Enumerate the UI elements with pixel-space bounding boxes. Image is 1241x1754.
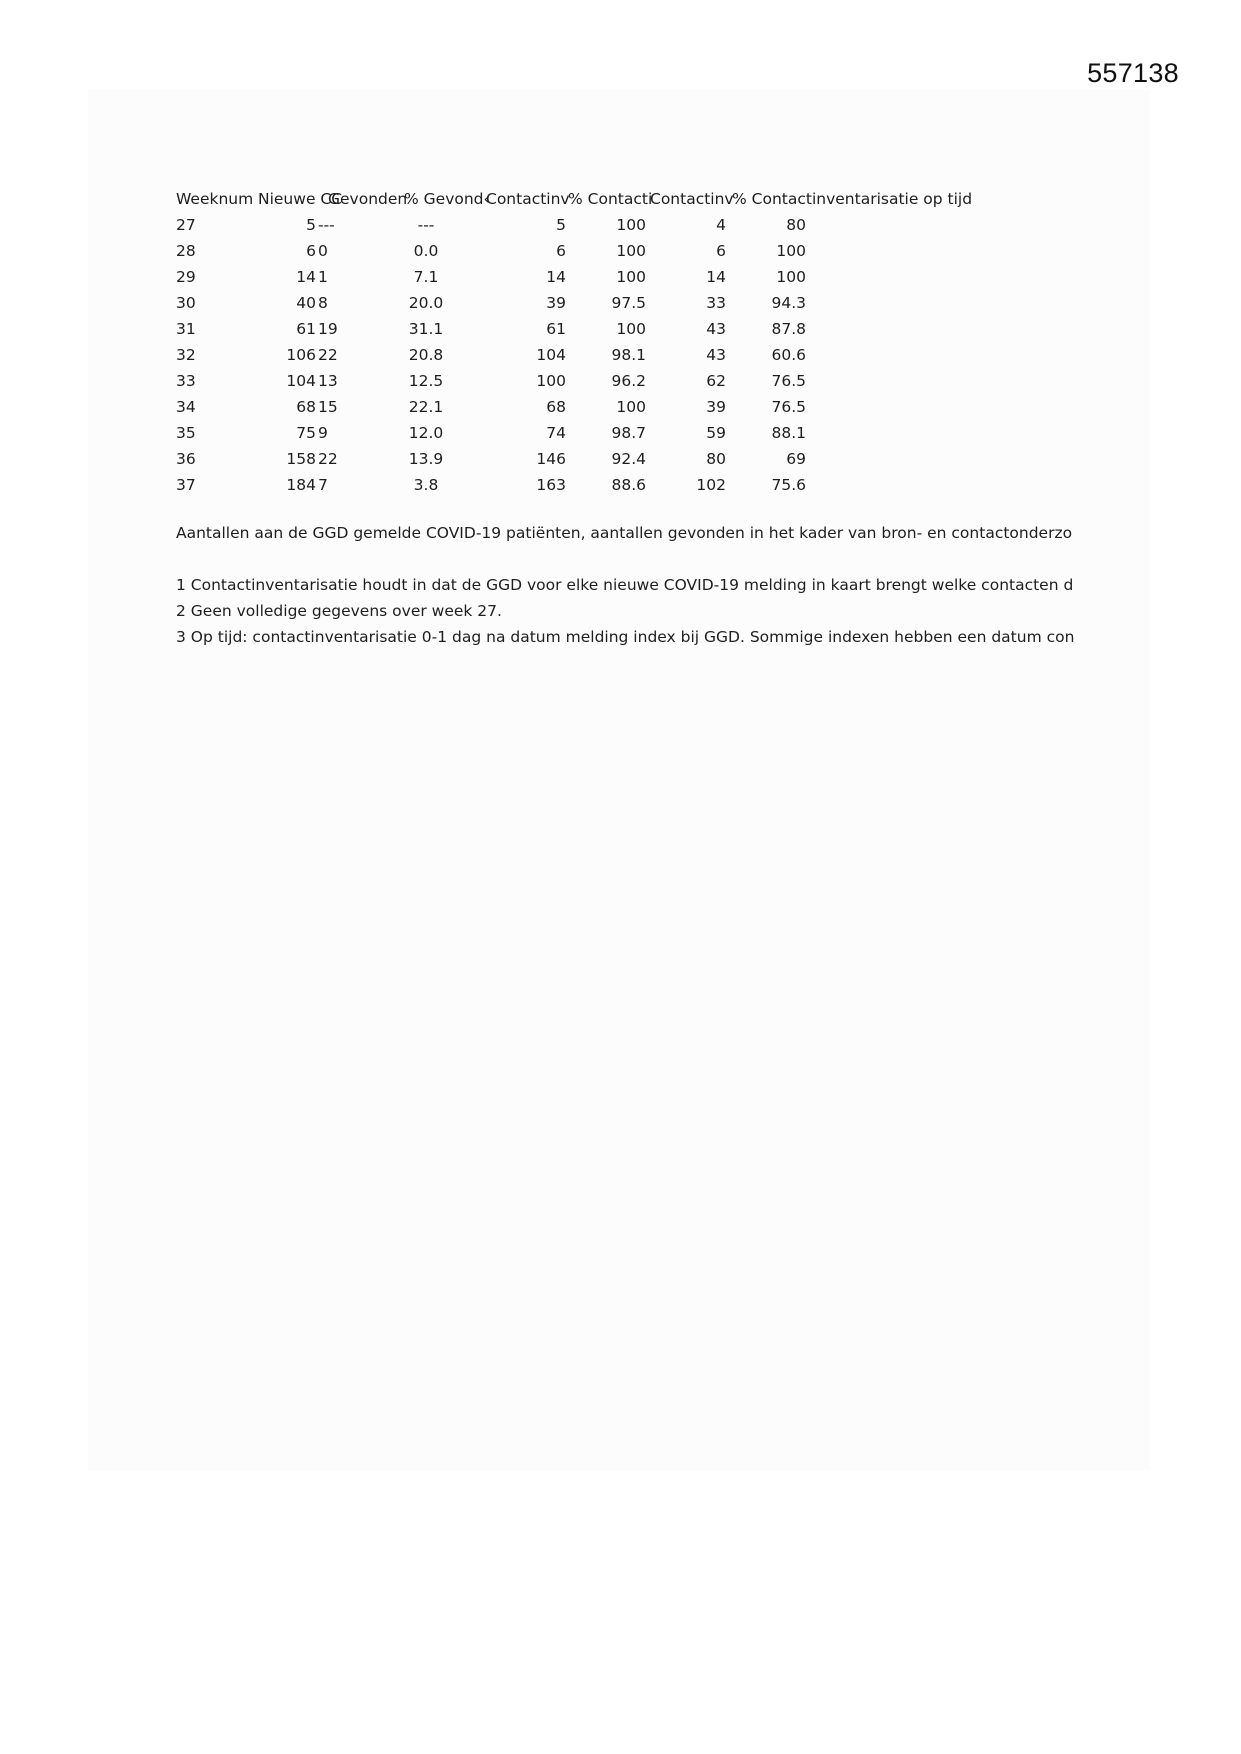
cell-contactinv-op-tijd: 33 (706, 294, 726, 312)
cell-gevonden: 22 (318, 450, 338, 468)
cell-contactinv-op-tijd: 43 (706, 346, 726, 364)
cell-nieuwe-cc: 61 (296, 320, 316, 338)
cell-gevonden: 15 (318, 398, 338, 416)
cell-contactinv: 68 (546, 398, 566, 416)
cell-nieuwe-cc: 68 (296, 398, 316, 416)
cell-weeknum: 36 (176, 450, 196, 468)
cell-contactinv: 146 (536, 450, 566, 468)
cell-pct-contactinv: 100 (616, 268, 646, 286)
cell-pct-contactinv: 100 (616, 398, 646, 416)
cell-pct-contactinv: 97.5 (611, 294, 646, 312)
cell-nieuwe-cc: 104 (286, 372, 316, 390)
header-gevonden: Gevonden (328, 190, 408, 208)
cell-gevonden: 9 (318, 424, 328, 442)
cell-contactinv: 5 (556, 216, 566, 234)
cell-weeknum: 34 (176, 398, 196, 416)
cell-weeknum: 28 (176, 242, 196, 260)
cell-contactinv-op-tijd: 39 (706, 398, 726, 416)
cell-contactinv: 163 (536, 476, 566, 494)
cell-nieuwe-cc: 14 (296, 268, 316, 286)
cell-contactinv-op-tijd: 6 (716, 242, 726, 260)
notes-section (176, 520, 1075, 650)
cell-weeknum: 35 (176, 424, 196, 442)
cell-pct-contactinv: 96.2 (611, 372, 646, 390)
cell-gevonden: 22 (318, 346, 338, 364)
cell-contactinv-op-tijd: 43 (706, 320, 726, 338)
cell-pct-contactinv: 100 (616, 242, 646, 260)
cell-pct-op-tijd: 69 (786, 450, 806, 468)
header-pct-contactinv-op-tijd: % Contactinventarisatie op tijd (732, 190, 973, 208)
cell-pct-gevonden: 0.0 (413, 242, 439, 260)
table-caption: Aantallen aan de GGD gemelde COVID-19 patiënten, aantallen gevonden in het kader van bron- en contactonderzo (176, 524, 1073, 542)
cell-pct-gevonden: --- (417, 216, 435, 234)
cell-weeknum: 31 (176, 320, 196, 338)
cell-pct-gevonden: 3.8 (413, 476, 439, 494)
footnote-1: 1 Contactinventarisatie houdt in dat de GGD voor elke nieuwe COVID-19 melding in kaart brengt welke contacten d (176, 576, 1074, 594)
cell-pct-gevonden: 7.1 (413, 268, 439, 286)
cell-pct-contactinv: 88.6 (611, 476, 646, 494)
cell-contactinv-op-tijd: 102 (696, 476, 726, 494)
cell-pct-contactinv: 92.4 (611, 450, 646, 468)
cell-pct-op-tijd: 100 (776, 242, 806, 260)
cell-weeknum: 32 (176, 346, 196, 364)
cell-weeknum: 30 (176, 294, 196, 312)
cell-gevonden: 13 (318, 372, 338, 390)
cell-contactinv-op-tijd: 59 (706, 424, 726, 442)
footnote-3: 3 Op tijd: contactinventarisatie 0-1 dag na datum melding index bij GGD. Sommige indexen hebben een datum con (176, 628, 1075, 646)
cell-pct-op-tijd: 88.1 (771, 424, 806, 442)
spacer (176, 546, 1066, 572)
cell-gevonden: 8 (318, 294, 328, 312)
cell-pct-gevonden: 12.0 (408, 424, 444, 442)
cell-contactinv-op-tijd: 80 (706, 450, 726, 468)
cell-gevonden: --- (318, 216, 335, 234)
cell-contactinv: 100 (536, 372, 566, 390)
cell-pct-op-tijd: 75.6 (771, 476, 806, 494)
cell-contactinv-op-tijd: 4 (716, 216, 726, 234)
cell-weeknum: 37 (176, 476, 196, 494)
header-pct-gevonden: % Gevond‹ (404, 190, 490, 208)
cell-nieuwe-cc: 184 (286, 476, 316, 494)
cell-nieuwe-cc: 40 (296, 294, 316, 312)
cell-pct-gevonden: 20.0 (408, 294, 444, 312)
cell-weeknum: 33 (176, 372, 196, 390)
cell-pct-gevonden: 13.9 (408, 450, 444, 468)
cell-pct-op-tijd: 100 (776, 268, 806, 286)
cell-gevonden: 7 (318, 476, 328, 494)
cell-weeknum: 29 (176, 268, 196, 286)
cell-contactinv-op-tijd: 14 (706, 268, 726, 286)
cell-contactinv: 61 (546, 320, 566, 338)
cell-nieuwe-cc: 158 (286, 450, 316, 468)
cell-pct-op-tijd: 76.5 (771, 372, 806, 390)
header-nieuwe-cc: Nieuwe CC (258, 190, 343, 208)
cell-gevonden: 1 (318, 268, 328, 286)
cell-pct-gevonden: 20.8 (408, 346, 444, 364)
cell-contactinv: 39 (546, 294, 566, 312)
cell-gevonden: 0 (318, 242, 328, 260)
cell-pct-contactinv: 100 (616, 216, 646, 234)
cell-pct-contactinv: 100 (616, 320, 646, 338)
footnote-2: 2 Geen volledige gegevens over week 27. (176, 602, 502, 620)
header-pct-contactinv: % Contacti (568, 190, 653, 208)
document-number: 557138 (1087, 58, 1179, 88)
cell-contactinv: 14 (546, 268, 566, 286)
cell-pct-op-tijd: 94.3 (771, 294, 806, 312)
cell-pct-op-tijd: 80 (786, 216, 806, 234)
cell-pct-contactinv: 98.7 (611, 424, 646, 442)
cell-pct-gevonden: 31.1 (408, 320, 444, 338)
cell-contactinv: 104 (536, 346, 566, 364)
cell-pct-op-tijd: 76.5 (771, 398, 806, 416)
cell-pct-gevonden: 12.5 (408, 372, 444, 390)
cell-contactinv: 74 (546, 424, 566, 442)
cell-nieuwe-cc: 75 (296, 424, 316, 442)
cell-weeknum: 27 (176, 216, 196, 234)
header-contactinv-op-tijd: Contactinv (650, 190, 734, 208)
cell-nieuwe-cc: 5 (306, 216, 316, 234)
cell-contactinv: 6 (556, 242, 566, 260)
cell-nieuwe-cc: 6 (306, 242, 316, 260)
cell-pct-contactinv: 98.1 (611, 346, 646, 364)
cell-gevonden: 19 (318, 320, 338, 338)
cell-nieuwe-cc: 106 (286, 346, 316, 364)
cell-contactinv-op-tijd: 62 (706, 372, 726, 390)
cell-pct-gevonden: 22.1 (408, 398, 444, 416)
header-contactinv: Contactinv (486, 190, 570, 208)
cell-pct-op-tijd: 60.6 (771, 346, 806, 364)
cell-pct-op-tijd: 87.8 (771, 320, 806, 338)
header-weeknum: Weeknum (176, 190, 254, 208)
